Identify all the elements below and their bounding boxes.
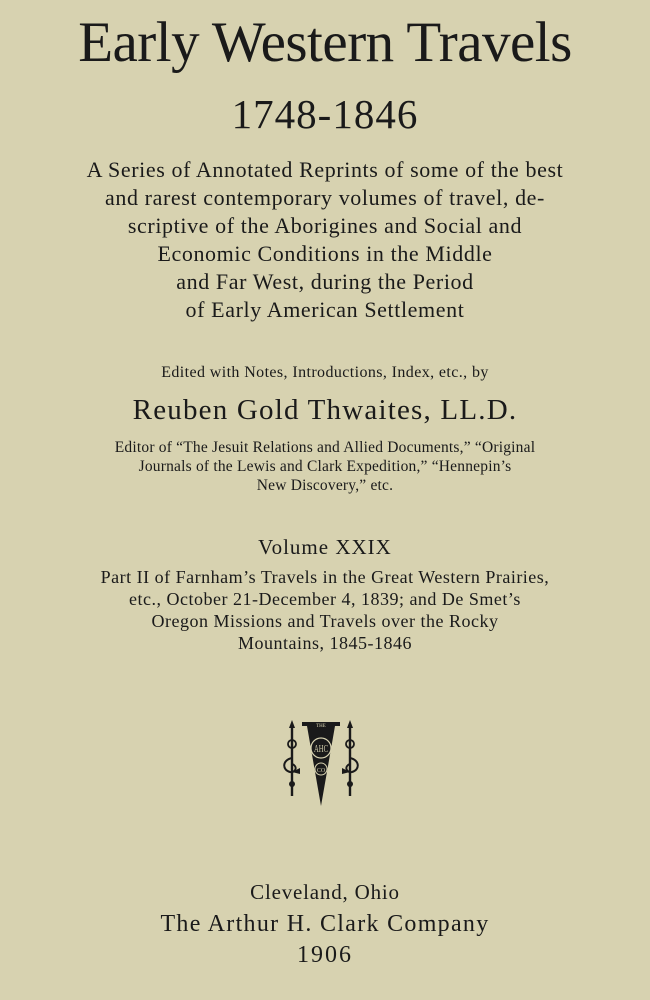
device-top-text: THE: [316, 724, 326, 729]
contents-line: Mountains, 1845-1846: [238, 633, 412, 653]
volume-contents: [20, 566, 630, 654]
description-line: scriptive of the Aborigines and Social and: [127, 213, 523, 238]
editor-credit-line: Journals of the Lewis and Clark Expedition,” “Hennepin’s: [138, 458, 512, 475]
edited-by-line: Edited with Notes, Introductions, Index, etc., by: [161, 364, 489, 381]
editor-credit-line: Editor of “The Jesuit Relations and Allied Documents,” “Original: [114, 439, 536, 456]
publication-place: Cleveland, Ohio: [250, 880, 400, 904]
editor-name: Reuben Gold Thwaites, LL.D.: [132, 394, 518, 426]
publisher-name: The Arthur H. Clark Company: [160, 911, 490, 937]
description-line: Economic Conditions in the Middle: [157, 241, 493, 266]
description-line: A Series of Annotated Reprints of some of the best: [86, 157, 564, 182]
series-description: [20, 156, 630, 324]
volume-number: Volume XXIX: [258, 535, 392, 559]
date-range: 1748-1846: [231, 91, 419, 137]
description-line: and rarest contemporary volumes of travel, de-: [105, 185, 545, 210]
book-title: Early Western Travels: [78, 11, 572, 74]
contents-line: Part II of Farnham’s Travels in the Great Western Prairies,: [100, 567, 550, 587]
publisher-device-icon: [280, 718, 362, 810]
device-bottom-text: CO: [316, 768, 326, 774]
contents-line: Oregon Missions and Travels over the Rocky: [151, 611, 499, 631]
editor-credits: [20, 438, 630, 495]
publication-year: 1906: [297, 942, 353, 968]
device-monogram: AHC: [314, 744, 329, 755]
description-line: and Far West, during the Period: [176, 269, 474, 294]
description-line: of Early American Settlement: [185, 297, 465, 322]
editor-credit-line: New Discovery,” etc.: [256, 477, 394, 494]
contents-line: etc., October 21-December 4, 1839; and De Smet’s: [129, 589, 521, 609]
